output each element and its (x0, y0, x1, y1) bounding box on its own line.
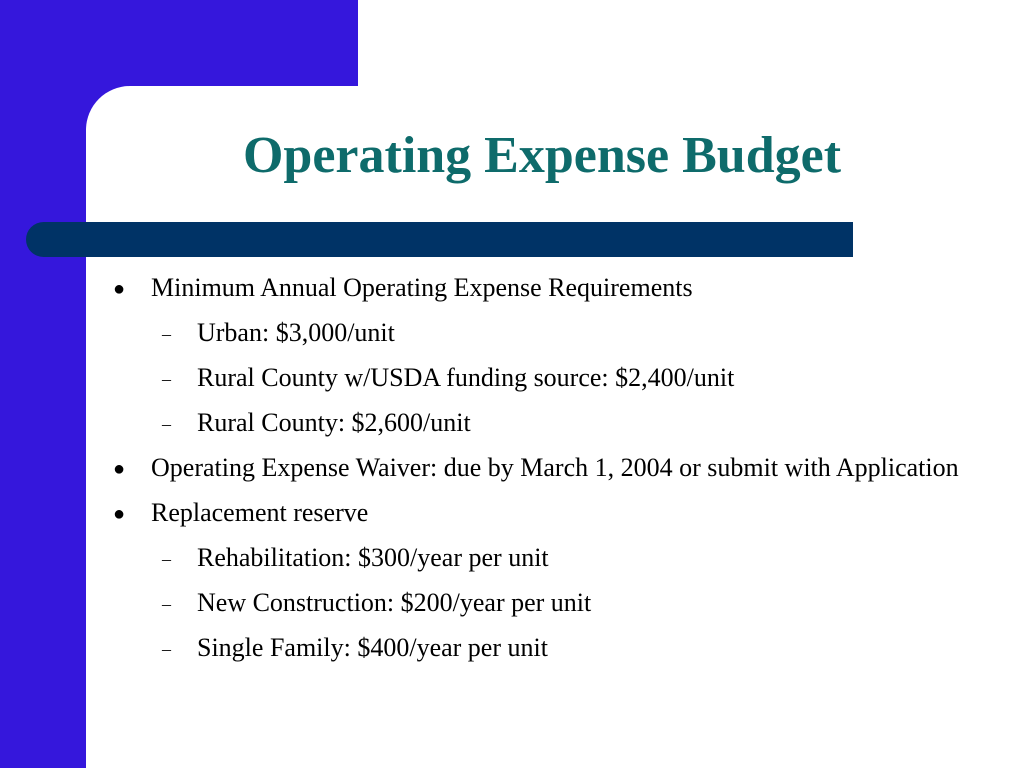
bullet-icon: ● (113, 278, 126, 300)
dash-icon: – (162, 549, 171, 569)
bullet-text: Operating Expense Waiver: due by March 1, 2004 or submit with Application (151, 453, 959, 482)
dash-icon: – (162, 639, 171, 659)
bullet-text: Minimum Annual Operating Expense Requirements (151, 273, 693, 302)
title-underline-bar (26, 222, 853, 257)
slide-title: Operating Expense Budget (242, 127, 842, 184)
sub-bullet-item (110, 540, 990, 576)
sub-bullet-item (110, 405, 990, 441)
dash-icon: – (162, 594, 171, 614)
sub-bullet-item (110, 630, 990, 666)
sub-bullet-text: Single Family: $400/year per unit (197, 633, 548, 662)
sub-bullet-item (110, 315, 990, 351)
sub-bullet-text: Rehabilitation: $300/year per unit (197, 543, 549, 572)
bullet-icon: ● (113, 503, 126, 525)
sub-bullet-item (110, 585, 990, 621)
sub-bullet-text: Rural County w/USDA funding source: $2,400/unit (197, 363, 735, 392)
bullet-item (110, 495, 990, 531)
sub-bullet-text: New Construction: $200/year per unit (197, 588, 592, 617)
sub-bullet-item (110, 360, 990, 396)
sub-bullet-text: Urban: $3,000/unit (197, 318, 395, 347)
dash-icon: – (162, 369, 171, 389)
bullet-text: Replacement reserve (151, 498, 369, 527)
bullet-item (110, 270, 990, 306)
sub-bullet-text: Rural County: $2,600/unit (197, 408, 471, 437)
bullet-item (110, 450, 990, 486)
dash-icon: – (162, 324, 171, 344)
bullet-list (110, 270, 990, 666)
bullet-icon: ● (113, 458, 126, 480)
dash-icon: – (162, 414, 171, 434)
